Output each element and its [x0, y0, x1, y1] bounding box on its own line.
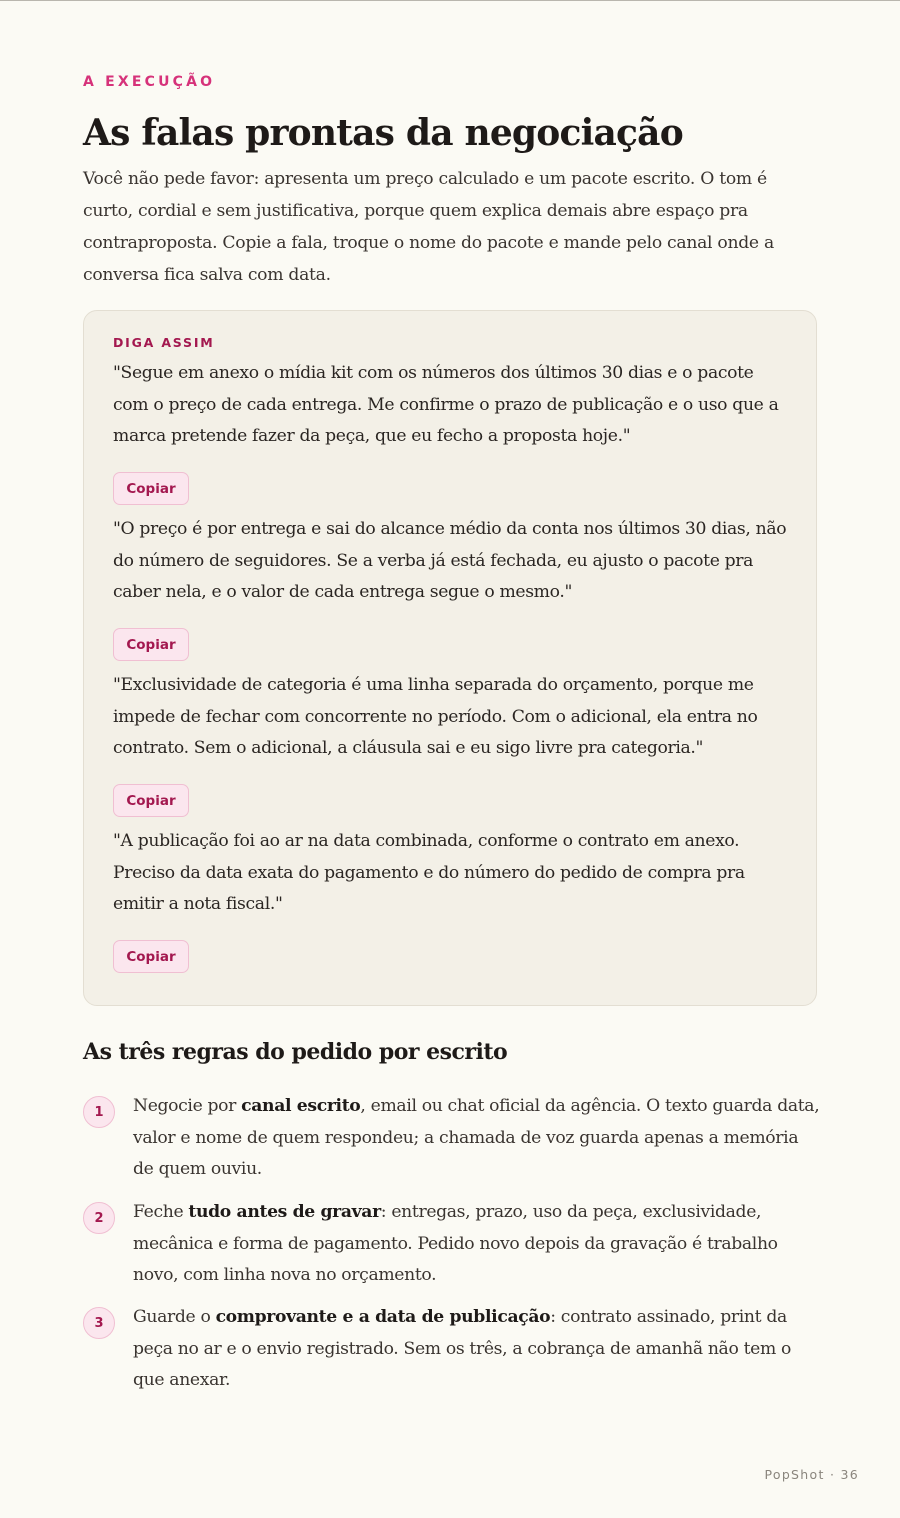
copy-button[interactable]: Copiar [113, 940, 189, 973]
copy-button[interactable]: Copiar [113, 784, 189, 817]
script-card [83, 310, 817, 1006]
script-quote: "A publicação foi ao ar na data combinada, conforme o contrato em anexo. Preciso da data exata do pagamento e do número do pedido de compra pra emitir a nota fiscal." [113, 831, 745, 914]
script-quote: "Exclusividade de categoria é uma linha separada do orçamento, porque me impede de fechar com concorrente no período. Com o adicional, ela entra no contrato. Sem o adicional, a cláusula sai e eu sigo livre pra categoria." [113, 675, 758, 758]
rule-number-badge: 1 [83, 1096, 115, 1128]
rule-text: Negocie por canal escrito, email ou chat oficial da agência. O texto guarda data, valor e nome de quem respondeu; a chamada de voz guarda apenas a memória de quem ouviu. [133, 1096, 820, 1179]
page-footer: PopShot · 36 [764, 1467, 859, 1482]
script-quote: "O preço é por entrega e sai do alcance médio da conta nos últimos 30 dias, não do número de seguidores. Se a verba já está fechada, eu ajusto o pacote pra caber nela, e o valor de cada entrega segue o mesmo." [113, 519, 787, 602]
page-title: As falas prontas da negociação [83, 112, 683, 154]
rule-number-badge: 2 [83, 1202, 115, 1234]
rule-number-badge: 3 [83, 1307, 115, 1339]
rule-emphasis: tudo antes de gravar [188, 1202, 381, 1222]
script-card-label: DIGA ASSIM [113, 335, 215, 350]
copy-button[interactable]: Copiar [113, 472, 189, 505]
rule-emphasis: canal escrito [241, 1096, 361, 1116]
script-quote: "Segue em anexo o mídia kit com os números dos últimos 30 dias e o pacote com o preço de cada entrega. Me confirme o prazo de publicação e o uso que a marca pretende fazer da peça, que eu fecho a proposta hoje." [113, 363, 779, 446]
copy-button[interactable]: Copiar [113, 628, 189, 661]
rule-emphasis: comprovante e a data de publicação [215, 1307, 551, 1327]
rule-text: Feche tudo antes de gravar: entregas, prazo, uso da peça, exclusividade, mecânica e forma de pagamento. Pedido novo depois da gravação é trabalho novo, com linha nova no orçamento. [133, 1202, 778, 1285]
rule-text: Guarde o comprovante e a data de publicação: contrato assinado, print da peça no ar e o envio registrado. Sem os três, a cobrança de amanhã não tem o que anexar. [133, 1307, 792, 1390]
section-eyebrow: A EXECUÇÃO [83, 74, 216, 90]
intro-paragraph: Você não pede favor: apresenta um preço calculado e um pacote escrito. O tom é curto, cordial e sem justificativa, porque quem explica demais abre espaço pra contraproposta. Copie a fala, troque o nome do pacote e mande pelo canal onde a conversa fica salva com data. [83, 169, 774, 285]
rules-heading: As três regras do pedido por escrito [83, 1039, 508, 1065]
